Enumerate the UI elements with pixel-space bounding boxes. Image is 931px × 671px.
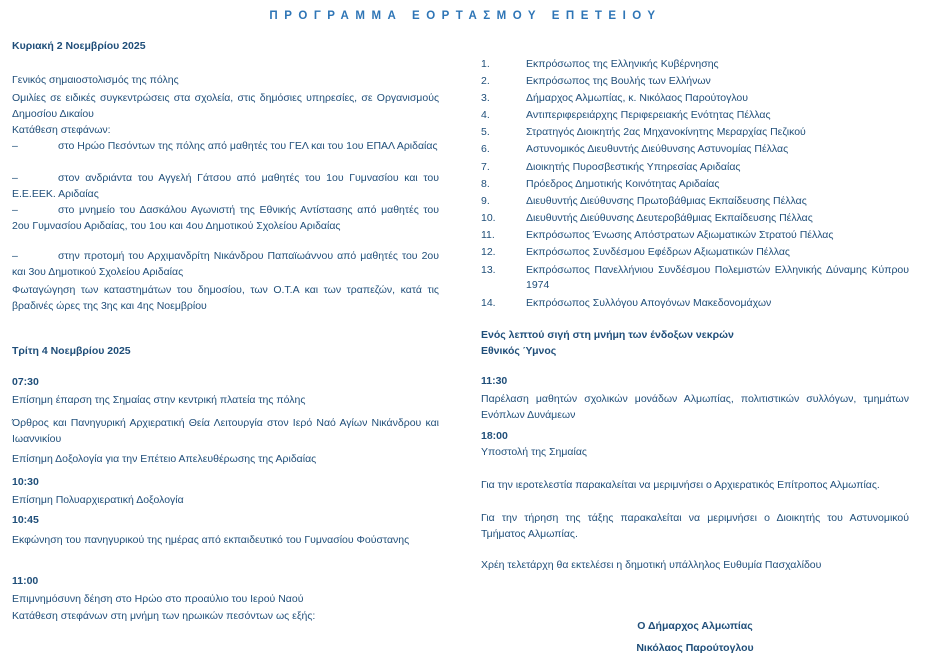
list-item [481, 263, 909, 293]
time-label: 11:00 [12, 575, 39, 587]
list-text: Πρόεδρος Δημοτικής Κοινότητας Αριδαίας [526, 177, 720, 190]
signature-role: Ο Δήμαρχος Αλμωπίας [637, 620, 753, 632]
list-number: 13. [481, 264, 496, 277]
schedule-item: Κατάθεση στεφάνων στη μνήμη των ηρωικών πεσόντων ως εξής: [12, 610, 316, 622]
list-item [481, 141, 909, 158]
schedule-item: Εκφώνηση του πανηγυρικού της ημέρας από εκπαιδευτικό του Γυμνασίου Φούστανης [12, 534, 410, 546]
list-item [481, 295, 909, 312]
time-label: 11:30 [481, 375, 508, 387]
list-number: 5. [481, 126, 490, 139]
sunday-line: Ομιλίες σε ειδικές συγκεντρώσεις στα σχολεία, στις δημόσιες υπηρεσίες, σε Οργανισμούς Δημοσίου Δικαίου [12, 92, 439, 120]
list-text: Εκπρόσωπος της Ελληνικής Κυβέρνησης [526, 58, 719, 70]
list-number: 12. [481, 246, 496, 259]
wreath-text: στην προτομή του Αρχιμανδρίτη Νικάνδρου Παπαϊωάννου από μαθητές του 2ου και 3ου Δημοτικού Σχολείου Αριδαίας [12, 250, 439, 278]
dash-mark: – [12, 172, 18, 184]
list-item [481, 124, 909, 141]
list-text: Εκπρόσωπος Συνδέσμου Εφέδρων Αξιωματικών Πέλλας [526, 246, 790, 259]
parade-text: Παρέλαση μαθητών σχολικών μονάδων Αλμωπίας, πολιτιστικών συλλόγων, τμημάτων Ενόπλων Δυνάμεων [481, 393, 909, 421]
list-number: 3. [481, 92, 490, 105]
sunday-line: Γενικός σημαιοστολισμός της πόλης [12, 74, 179, 86]
schedule-item: Επιμνημόσυνη δέηση στο Ηρώο στο προαύλιο του Ιερού Ναού [12, 593, 304, 605]
list-item [481, 176, 909, 193]
wreath-text: στο Ηρώο Πεσόντων της πόλης από μαθητές του ΓΕΛ και του 1ου ΕΠΑΛ Αριδαίας [58, 140, 438, 152]
time-label: 07:30 [12, 376, 39, 388]
wreath-item [12, 170, 439, 202]
list-number: 8. [481, 177, 490, 190]
list-text: Εκπρόσωπος Ένωσης Απόστρατων Αξιωματικών Στρατού Πέλλας [526, 228, 834, 241]
schedule-item: Επίσημη Πολυαρχιερατική Δοξολογία [12, 494, 184, 506]
note-text: Για την ιεροτελεστία παρακαλείται να μεριμνήσει ο Αρχιερατικός Επίτροπος Αλμωπίας. [481, 479, 880, 491]
list-number: 4. [481, 109, 490, 122]
list-text: Εκπρόσωπος Πανελλήνιου Συνδέσμου Πολεμιστών Ελληνικής Δύναμης Κύπρου 1974 [526, 264, 909, 292]
list-number: 14. [481, 297, 496, 310]
list-text: Αντιπεριφερειάρχης Περιφερειακής Ενότητας Πέλλας [526, 109, 771, 122]
page-title: ΠΡΟΓΡΑΜΜΑ ΕΟΡΤΑΣΜΟΥ ΕΠΕΤΕΙΟΥ [269, 10, 662, 22]
signature-name: Νικόλαος Παρούτογλου [636, 642, 754, 654]
lowering-text: Υποστολή της Σημαίας [481, 446, 587, 458]
list-number: 10. [481, 211, 496, 224]
list-item [481, 210, 909, 227]
list-text: Δήμαρχος Αλμωπίας, κ. Νικόλαος Παρούτογλου [526, 92, 749, 105]
list-text: Διοικητής Πυροσβεστικής Υπηρεσίας Αριδαίας [526, 160, 741, 173]
tuesday-heading: Τρίτη 4 Νοεμβρίου 2025 [12, 345, 131, 357]
list-text: Εκπρόσωπος Συλλόγου Απογόνων Μακεδονομάχων [526, 297, 772, 310]
time-label: 10:45 [12, 514, 39, 526]
sunday-heading: Κυριακή 2 Νοεμβρίου 2025 [12, 40, 146, 52]
list-text: Στρατηγός Διοικητής 2ας Μηχανοκίνητης Μεραρχίας Πεζικού [526, 126, 806, 139]
lighting-text: Φωταγώγηση των καταστημάτων του δημοσίου, των Ο.Τ.Α και των τραπεζών, κατά τις βραδινές ώρες της 3ης και 4ης Νοεμβρίου [12, 284, 439, 312]
list-item [481, 56, 909, 73]
wreath-text: στο μνημείο του Δασκάλου Αγωνιστή της Εθνικής Αντίστασης από μαθητές του 2ου Γυμνασίου Αριδαίας, του 1ου και 4ου Δημοτικού Σχολείου Αριδαίας [12, 204, 439, 232]
dash-mark: – [12, 140, 18, 152]
list-number: 11. [481, 228, 495, 241]
list-text: Εκπρόσωπος της Βουλής των Ελλήνων [526, 75, 711, 88]
list-item [481, 193, 909, 210]
list-number: 2. [481, 75, 490, 88]
schedule-item: Επίσημη έπαρση της Σημαίας στην κεντρική πλατεία της πόλης [12, 394, 306, 406]
list-number: 6. [481, 143, 490, 156]
list-item [481, 159, 909, 176]
list-text: Διευθυντής Διεύθυνσης Πρωτοβάθμιας Εκπαίδευσης Πέλλας [526, 194, 807, 207]
list-text: Διευθυντής Διεύθυνσης Δευτεροβάθμιας Εκπαίδευσης Πέλλας [526, 211, 813, 224]
schedule-item: Όρθρος και Πανηγυρική Αρχιερατική Θεία Λειτουργία στον Ιερό Ναό Αγίων Νικάνδρου και Ιωαννικίου [12, 417, 439, 445]
time-label: 18:00 [481, 430, 508, 442]
anthem-line: Εθνικός Ύμνος [481, 345, 557, 357]
wreath-list [481, 56, 909, 312]
list-item [481, 244, 909, 261]
list-item [481, 227, 909, 244]
note-text: Για την τήρηση της τάξης παρακαλείται να μεριμνήσει ο Διοικητής του Αστυνομικού Τμήματος Αλμωπίας. [481, 512, 909, 540]
list-number: 7. [481, 160, 490, 173]
dash-mark: – [12, 204, 18, 216]
wreath-item [12, 138, 439, 154]
dash-mark: – [12, 250, 18, 262]
time-label: 10:30 [12, 476, 39, 488]
list-item [481, 73, 909, 90]
wreath-item [12, 248, 439, 280]
list-number: 1. [481, 58, 490, 70]
wreath-text: στον ανδριάντα του Αγγελή Γάτσου από μαθητές του 1ου Γυμνασίου και του Ε.Ε.ΕΕΚ. Αριδαίας [12, 172, 439, 200]
wreath-item [12, 202, 439, 234]
list-item [481, 107, 909, 124]
list-number: 9. [481, 194, 490, 207]
list-item [481, 90, 909, 107]
mc-text: Χρέη τελετάρχη θα εκτελέσει η δημοτική υπάλληλος Ευθυμία Πασχαλίδου [481, 559, 822, 571]
sunday-line: Κατάθεση στεφάνων: [12, 124, 111, 136]
list-text: Αστυνομικός Διευθυντής Διεύθυνσης Αστυνομίας Πέλλας [526, 143, 789, 156]
silence-line: Ενός λεπτού σιγή στη μνήμη των ένδοξων νεκρών [481, 329, 734, 341]
schedule-item: Επίσημη Δοξολογία για την Επέτειο Απελευθέρωσης της Αριδαίας [12, 453, 317, 465]
